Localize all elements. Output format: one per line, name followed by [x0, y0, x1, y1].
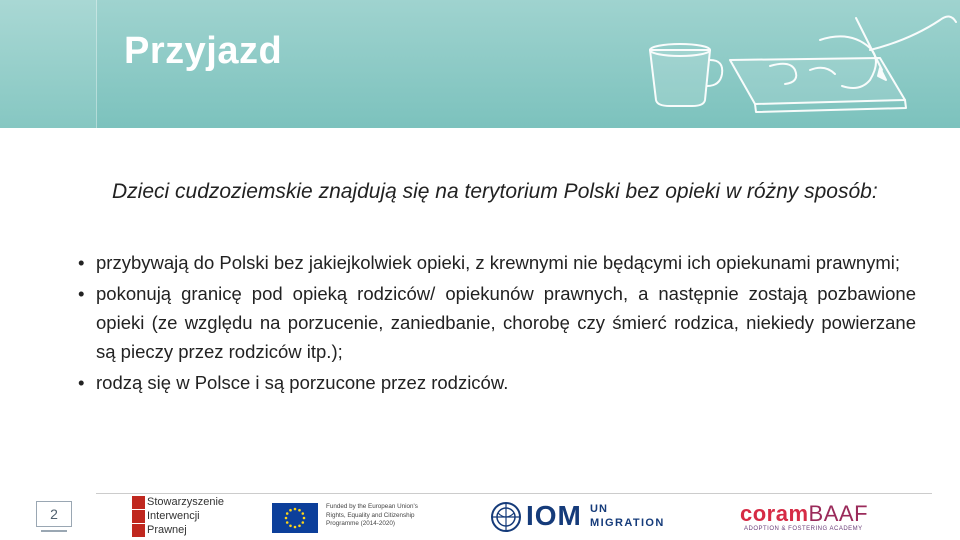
- siip-line: Interwencji: [147, 510, 200, 522]
- iom-globe-icon: [490, 501, 522, 533]
- iom-logo: [490, 500, 680, 536]
- baaf-wordmark: BAAF: [808, 501, 869, 526]
- siip-logo-mark: [132, 524, 145, 537]
- siip-line: Stowarzyszenie: [147, 496, 225, 508]
- page-number: 2: [36, 501, 72, 527]
- page-title: Przyjazd: [124, 30, 283, 72]
- iom-migration-label: MIGRATION: [590, 517, 665, 529]
- list-item-text: rodzą się w Polsce i są porzucone przez rodziców.: [96, 372, 509, 393]
- bullet-marker: •: [78, 252, 85, 273]
- siip-logo-mark: [132, 496, 145, 509]
- footer-divider: [96, 493, 932, 494]
- list-item-text: pokonują granicę pod opieką rodziców/ opiekunów prawnych, a następnie zostają pozbawione opieki (ze względu na porzucenie, zaniedbanie, chorobę czy śmierć rodzica, niekiedy powierzane są pieczy przez rodziców itp.);: [96, 283, 916, 362]
- header-band: [0, 0, 960, 128]
- bullet-marker: •: [78, 372, 85, 393]
- eu-funding-text: Funded by the European Union's Rights, Equality and Citizenship Programme (2014-2020): [326, 503, 418, 528]
- intro-paragraph: Dzieci cudzoziemskie znajdują się na terytorium Polski bez opieki w różny sposób:: [112, 180, 878, 203]
- siip-logo-mark: [132, 510, 145, 523]
- list-item: [78, 279, 916, 366]
- coram-wordmark: coram: [740, 501, 809, 526]
- header-side-panel: [0, 0, 97, 128]
- coffee-notebook-illustration: [620, 0, 960, 128]
- coram-subtitle: ADOPTION & FOSTERING ACADEMY: [744, 526, 863, 532]
- eu-flag-icon: [272, 503, 318, 533]
- coram-baaf-logo: [740, 501, 890, 537]
- list-item: [78, 248, 916, 277]
- bullet-marker: •: [78, 283, 85, 304]
- list-item-text: przybywają do Polski bez jakiejkolwiek opieki, z krewnymi nie będącymi ich opiekunami prawnymi;: [96, 252, 901, 273]
- list-item: [78, 368, 916, 397]
- siip-logo: [132, 495, 242, 539]
- siip-line: Prawnej: [147, 524, 187, 536]
- bullet-list: [78, 248, 916, 399]
- iom-acronym: IOM: [526, 500, 582, 531]
- iom-un-label: UN: [590, 503, 608, 515]
